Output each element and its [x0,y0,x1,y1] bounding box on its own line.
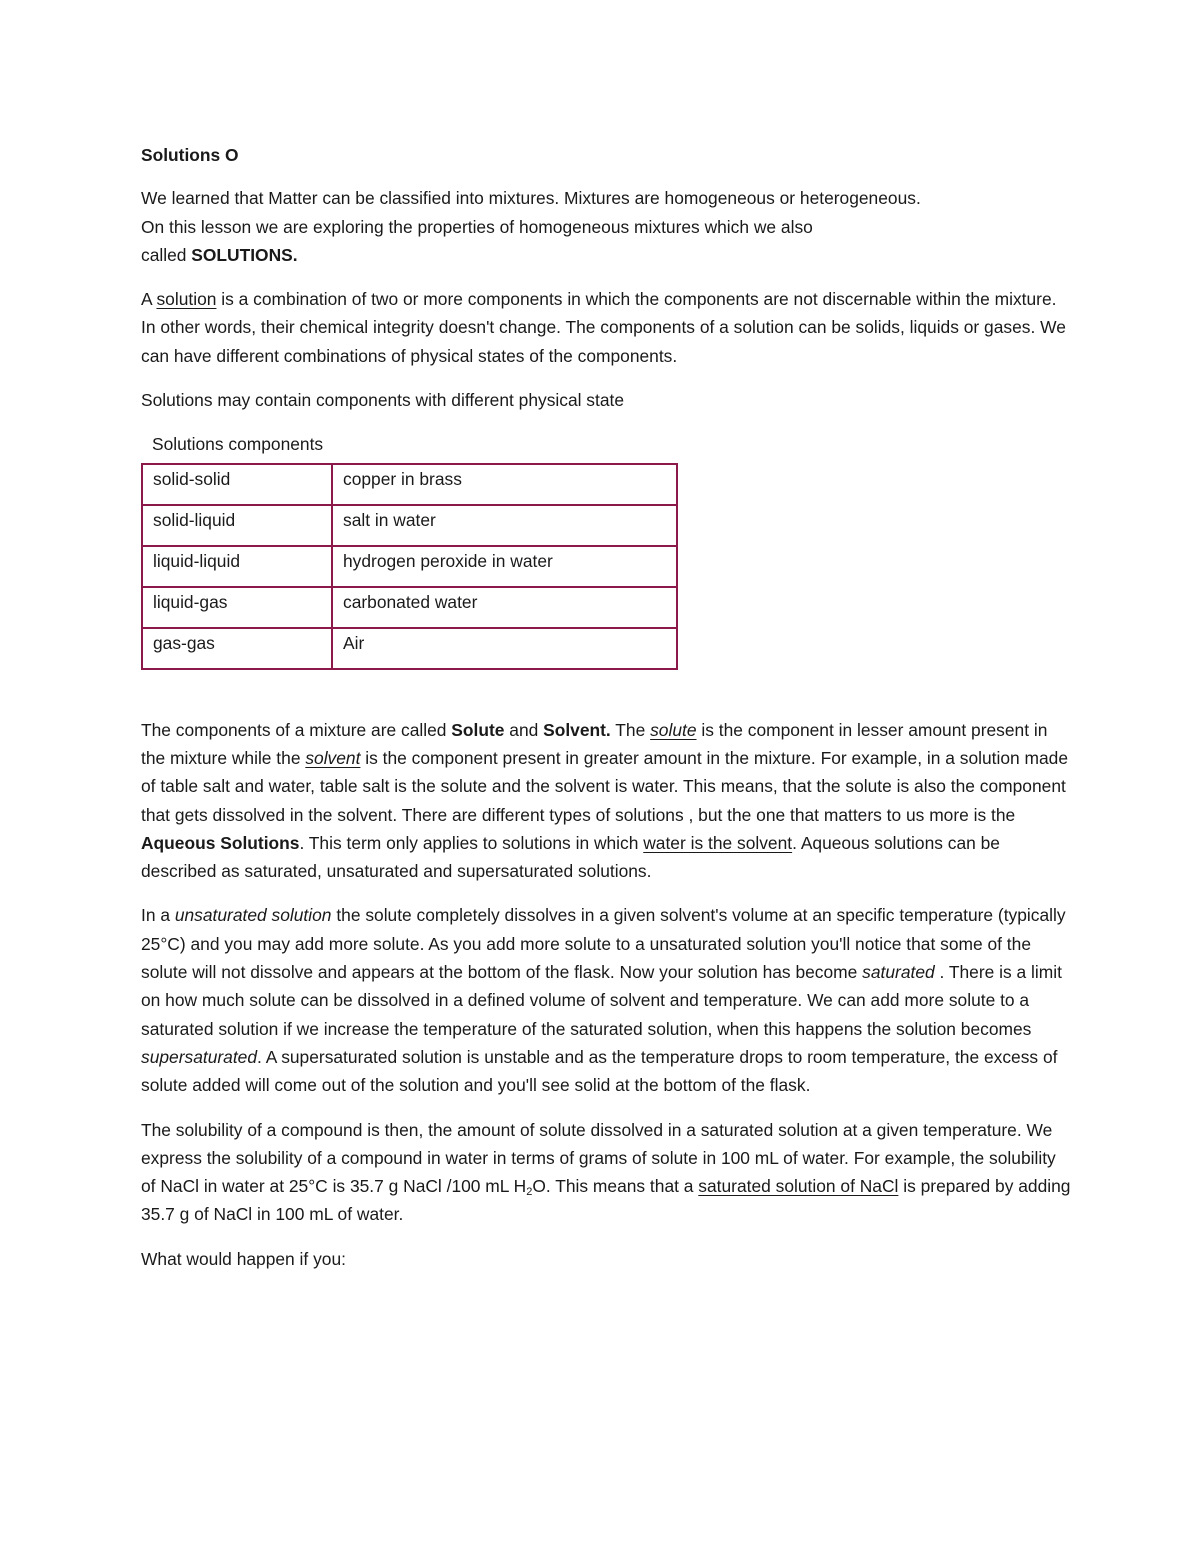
states-sentence: Solutions may contain components with different physical state [141,390,625,411]
table-cell-state: liquid-liquid [142,546,332,587]
table-row [142,464,677,505]
solute-solvent-paragraph: The components of a mixture are called Solute and Solvent. The solute is the component in lesser amount present in the mixture while the solvent is the component present in greater amount in the mixture. For example, in a solution made of table salt and water, table salt is the solute and the solvent is water. This means, that the solute is also the component that gets dissolved in the solvent. There are different types of solutions , but the one that matters to us more is the Aqueous Solutions. This term only applies to solutions in which water is the solvent. Aqueous solutions can be described as saturated, unsaturated and supersaturated solutions. [141,719,1069,882]
aqueous-solutions-term: Aqueous Solutions [141,832,300,853]
solutions-components-table [141,463,678,670]
table-row [142,546,677,587]
solute-term: solute [650,719,697,740]
table-row [142,587,677,628]
table-cell-example: copper in brass [332,464,677,505]
table-caption: Solutions components [152,434,324,455]
solution-term: solution [156,289,217,310]
table-cell-example: carbonated water [332,587,677,628]
intro-line-3-prefix: called [141,244,192,265]
intro-line-2: On this lesson we are exploring the properties of homogeneous mixtures which we also [141,216,813,237]
document-title: Solutions O [141,145,239,165]
table-row [142,505,677,546]
table-row [142,628,677,669]
solute-bold-term: Solute [451,719,505,740]
solvent-bold-term: Solvent. [543,719,611,740]
subscript-2: 2 [526,1186,533,1199]
solvent-term: solvent [305,747,361,768]
saturated-nacl-term: saturated solution of NaCl [698,1176,899,1197]
document-body [141,141,1071,1289]
unsaturated-term: unsaturated solution [174,905,332,926]
question-line: What would happen if you: [141,1248,346,1269]
table-cell-example: Air [332,628,677,669]
definition-paragraph: A solution is a combination of two or more components in which the components are not discernable within the mixture. In other words, their chemical integrity doesn't change. The components of a solution can be solids, liquids or gases. We can have different combinations of physical states of the components. [141,289,1066,366]
table-cell-example: hydrogen peroxide in water [332,546,677,587]
intro-line-1: We learned that Matter can be classified into mixtures. Mixtures are homogeneous or heterogeneous. [141,188,921,209]
table-cell-state: gas-gas [142,628,332,669]
solubility-paragraph: The solubility of a compound is then, the amount of solute dissolved in a saturated solution at a given temperature. We express the solubility of a compound in water in terms of grams of solute in 100 mL of water. For example, the solubility of NaCl in water at 25°C is 35.7 g NaCl /100 mL $H_2O$. This means that a saturated solution of NaCl is prepared by adding 35.7 g of NaCl in 100 mL of water. [141,1119,1071,1225]
solutions-term: SOLUTIONS. [191,244,298,265]
table-cell-state: solid-solid [142,464,332,505]
intro-paragraph [141,184,1071,269]
supersaturated-term: supersaturated [141,1046,258,1067]
saturation-paragraph: In a unsaturated solution the solute completely dissolves in a given solvent's volume at an specific temperature (typically 25°C) and you may add more solute. As you add more solute to a unsaturated solution you'll notice that some of the solute will not dissolve and appears at the bottom of the flask. Now your solution has become saturated . There is a limit on how much solute can be dissolved in a defined volume of solvent and temperature. We can add more solute to a saturated solution if we increase the temperature of the saturated solution, when this happens the solution becomes supersaturated. A supersaturated solution is unstable and as the temperature drops to room temperature, the excess of solute added will come out of the solution and you'll see solid at the bottom of the flask. [141,905,1066,1096]
saturated-term: saturated [862,962,935,983]
table-cell-state: solid-liquid [142,505,332,546]
table-cell-state: liquid-gas [142,587,332,628]
table-cell-example: salt in water [332,505,677,546]
water-solvent-term: water is the solvent [643,832,793,853]
